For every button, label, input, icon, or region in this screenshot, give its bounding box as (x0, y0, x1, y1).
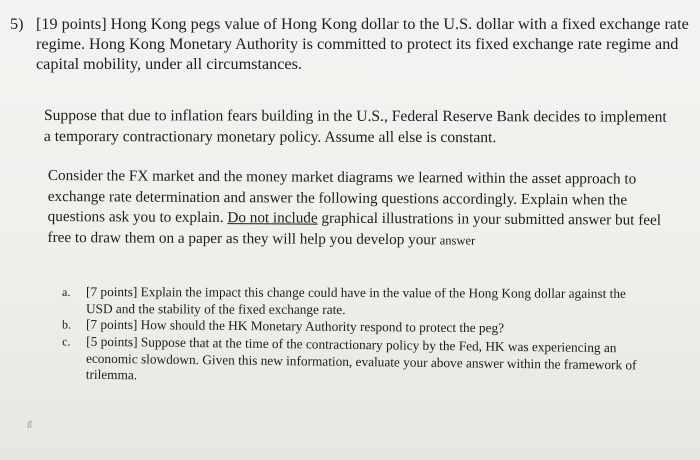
subquestion-letter: a. (62, 284, 71, 300)
instructions-paragraph (47, 166, 663, 252)
subquestion-text: [7 points] How should the HK Monetary Authority respond to protect the peg? (85, 316, 505, 336)
subquestion-text: [7 points] Explain the impact this change could have in the value of the Hong Kong dollar against the USD and the stability of the fixed exchange rate. (85, 284, 626, 317)
subquestion-letter: c. (62, 334, 71, 349)
subquestion-text: [5 points] Suppose that at the time of the contractionary policy by the Fed, HK was experiencing an economic slowdown. Given this new information, evaluate your above answer within the framework of trilemma. (85, 333, 637, 383)
subquestion-a (56, 284, 652, 319)
scenario-paragraph: Suppose that due to inflation fears building in the U.S., Federal Reserve Bank decides to implement a temporary contractionary monetary policy. Assume all else is constant. (43, 106, 667, 147)
instructions-text-continued: graphical illustrations in your submitted answer but feel free to draw them on a paper as they will help you develop your (47, 209, 662, 248)
instructions-text: Consider the FX market and the money market diagrams we learned within the asset approach to exchange rate determination and answer the following questions accordingly. Explain when the questions ask you to explain. (47, 166, 637, 227)
margin-pencil-mark: ß (27, 420, 32, 431)
question-number: 5) (10, 15, 24, 33)
question-5 (10, 14, 690, 74)
instructions-last-word: answer (439, 232, 476, 248)
question-text: [19 points] Hong Kong pegs value of Hong Kong dollar to the U.S. dollar with a fixed exchange rate regime. Hong Kong Monetary Authority is committed to protect its fixed exchange rate regime and capital mobility, under all circumstances. (36, 15, 689, 73)
subquestion-list (56, 285, 652, 388)
subquestion-letter: b. (61, 317, 72, 332)
underlined-emphasis: Do not include (227, 209, 318, 227)
subquestion-c (56, 333, 653, 390)
